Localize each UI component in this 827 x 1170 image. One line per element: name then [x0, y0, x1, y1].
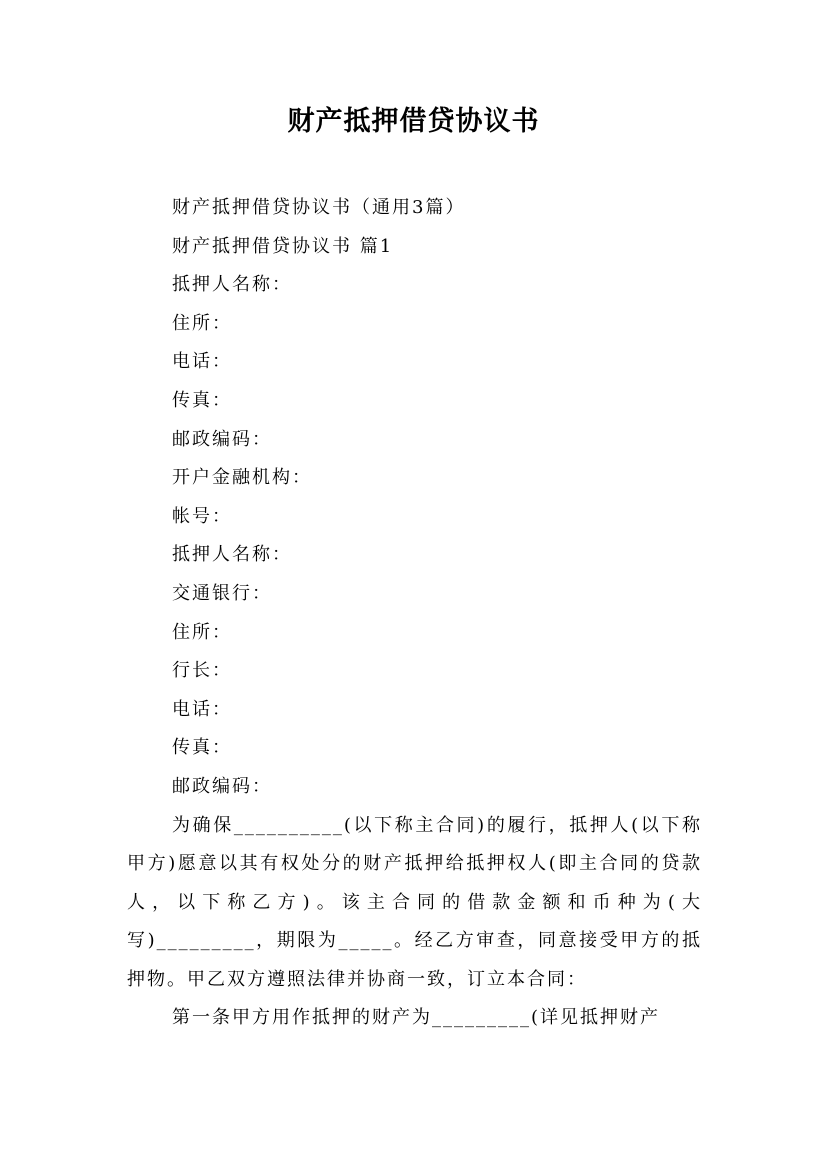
field-mortgagee-name: 抵押人名称： [172, 544, 292, 566]
paragraph-preamble: 为确保__________(以下称主合同)的履行，抵押人(以下称甲方)愿意以其有权处分的财产抵押给抵押权人(即主合同的贷款人，以下称乙方)。该主合同的借款金额和币种为(大写)_________，期限为_____。经乙方审查，同意接受甲方的抵押物。甲乙双方遵照法律并协商一致，订立本合同： [127, 814, 702, 990]
field-phone-2: 电话： [172, 698, 232, 720]
document-title: 财产抵押借贷协议书 [287, 106, 540, 137]
field-address-2: 住所： [172, 621, 232, 643]
subtitle-line: 财产抵押借贷协议书（通用3篇） [172, 197, 466, 218]
field-president: 行长： [172, 660, 232, 682]
field-postcode-2: 邮政编码： [172, 775, 272, 797]
field-bank-name: 交通银行： [172, 582, 272, 604]
field-fax-2: 传真： [172, 737, 232, 759]
document-body [127, 189, 702, 1038]
section-heading: 财产抵押借贷协议书 篇1 [172, 235, 394, 257]
field-postcode: 邮政编码： [172, 428, 272, 450]
field-fax: 传真： [172, 389, 232, 411]
field-account: 帐号： [172, 505, 232, 527]
field-phone: 电话： [172, 351, 232, 373]
field-mortgagor-name: 抵押人名称： [172, 274, 292, 296]
paragraph-article-1: 第一条甲方用作抵押的财产为_________(详见抵押财产 [172, 1007, 661, 1029]
field-bank: 开户金融机构： [172, 467, 312, 489]
field-address: 住所： [172, 312, 232, 334]
